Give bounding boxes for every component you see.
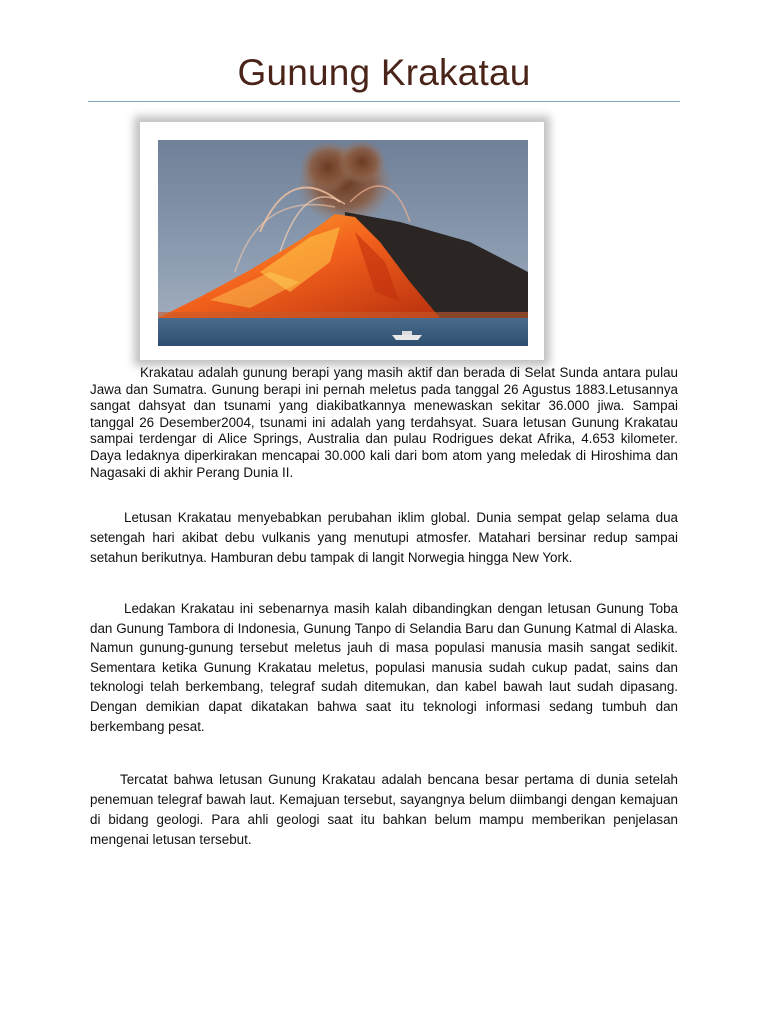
volcano-photo [140, 122, 544, 360]
paragraph-1 [90, 365, 678, 481]
title-divider [88, 101, 680, 102]
document-title: Gunung Krakatau [237, 52, 531, 93]
paragraph-3-text: Ledakan Krakatau ini sebenarnya masih kalah dibandingkan dengan letusan Gunung Toba dan Gunung Tambora di Indonesia, Gunung Tanpo di Selandia Baru dan Gunung Katmal di Alaska. Namun gunung-gunung tersebut meletus jauh di masa populasi manusia masih sangat sedikit. Sementara ketika Gunung Krakatau meletus, populasi manusia sudah cukup padat, sains dan teknologi telah berkembang, telegraf sudah ditemukan, dan kabel bawah laut sudah dipasang. Dengan demikian dapat dikatakan bahwa saat itu teknologi informasi sedang tumbuh dan berkembang pesat. [90, 601, 678, 734]
paragraph-4-text: Tercatat bahwa letusan Gunung Krakatau adalah bencana besar pertama di dunia setelah penemuan telegraf bawah laut. Kemajuan tersebut, sayangnya belum diimbangi dengan kemajuan di bidang geologi. Para ahli geologi saat itu bahkan belum mampu memberikan penjelasan mengenai letusan tersebut. [90, 772, 678, 847]
paragraph-2-text: Letusan Krakatau menyebabkan perubahan iklim global. Dunia sempat gelap selama dua setengah hari akibat debu vulkanis yang menutupi atmosfer. Matahari bersinar redup sampai setahun berikutnya. Hamburan debu tampak di langit Norwegia hingga New York. [90, 510, 678, 565]
paragraph-4 [90, 770, 678, 850]
paragraph-2 [90, 508, 678, 568]
erupting-volcano-image [140, 122, 544, 360]
paragraph-1-text: Krakatau adalah gunung berapi yang masih aktif dan berada di Selat Sunda antara pulau Jawa dan Sumatra. Gunung berapi ini pernah meletus pada tanggal 26 Agustus 1883.Letusannya sangat dahsyat dan tsunami yang diakibatkannya menewaskan sekitar 36.000 jiwa. Sampai tanggal 26 Desember2004, tsunami ini adalah yang terdahsyat. Suara letusan Gunung Krakatau sampai terdengar di Alice Springs, Australia dan pulau Rodrigues dekat Afrika, 4.653 kilometer. Daya ledaknya diperkirakan mencapai 30.000 kali dari bom atom yang meledak di Hiroshima dan Nagasaki di akhir Perang Dunia II. [90, 365, 678, 480]
paragraph-3 [90, 599, 678, 736]
